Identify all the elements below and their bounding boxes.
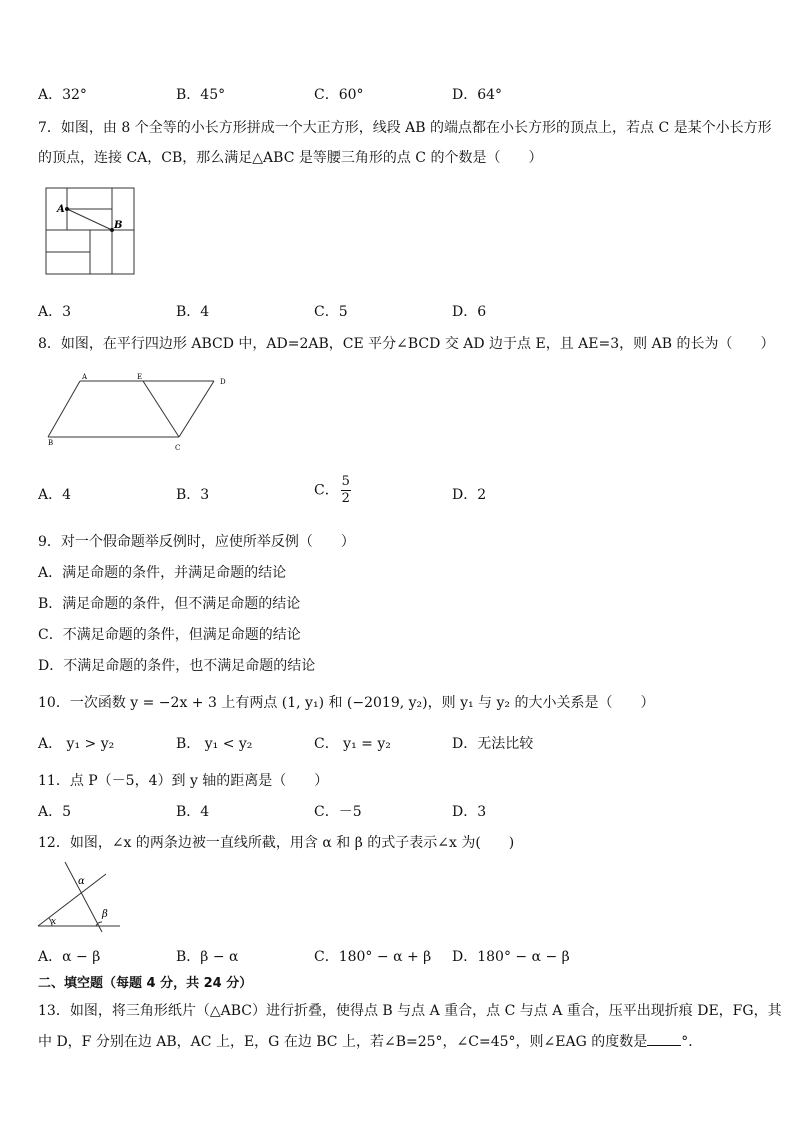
q12-stem: 12．如图，∠x 的两条边被一直线所截，用含 α 和 β 的式子表示∠x 为( ) <box>38 835 515 851</box>
q8-stem: 8．如图，在平行四边形 ABCD 中，AD=2AB，CE 平分∠BCD 交 AD 边于点 E，且 AE=3，则 AB 的长为（ ） <box>38 336 775 352</box>
q7-option-c: C．5 <box>314 304 348 320</box>
q9-option-a: A．满足命题的条件，并满足命题的结论 <box>38 565 287 581</box>
q6-option-d: D．64° <box>452 87 503 103</box>
q9-option-b: B．满足命题的条件，但不满足命题的结论 <box>38 596 301 612</box>
q8-label-d: D <box>220 378 226 386</box>
q7-option-b: B．4 <box>176 304 210 320</box>
q13-suffix: °． <box>681 1034 703 1050</box>
q6-option-a: A．32° <box>38 87 87 103</box>
q11-stem: 11．点 P（－5，4）到 y 轴的距离是（ ） <box>38 773 329 789</box>
q10-option-c: C． y₁ = y₂ <box>314 736 391 752</box>
q8-option-d: D．2 <box>452 487 487 503</box>
q13-stem-line1: 13．如图，将三角形纸片（△ABC）进行折叠，使得点 B 与点 A 重合，点 C 与点 A 重合，压平出现折痕 DE，FG，其 <box>38 1003 782 1019</box>
q10-stem: 10．一次函数 y = −2x + 3 上有两点 (1, y₁) 和 (−2019, y₂)，则 y₁ 与 y₂ 的大小关系是（ ） <box>38 695 655 711</box>
q9-stem: 9．对一个假命题举反例时，应使所举反例（ ） <box>38 534 355 550</box>
q9-option-d: D．不满足命题的条件，也不满足命题的结论 <box>38 658 316 674</box>
q8-option-a: A．4 <box>38 487 72 503</box>
q12-option-c: C．180° − α + β <box>314 949 432 965</box>
q13-text: 中 D，F 分别在边 AB，AC 上，E，G 在边 BC 上，若∠B=25°，∠C=45°，则∠EAG 的度数是 <box>38 1034 648 1050</box>
q8-label-e: E <box>137 373 143 381</box>
q7-option-a: A．3 <box>38 304 72 320</box>
q10-option-d: D．无法比较 <box>452 736 534 752</box>
q8-label-c: C <box>175 444 181 452</box>
q12-option-a: A．α − β <box>38 949 101 965</box>
q12-option-d: D．180° − α − β <box>452 949 570 965</box>
q7-option-d: D．6 <box>452 304 487 320</box>
q8-option-c-fraction <box>341 474 351 507</box>
q8-fraction-denominator: 2 <box>341 491 350 506</box>
q8-option-c <box>314 474 351 507</box>
q7-figure <box>44 184 136 276</box>
q7-stem-line2: 的顶点，连接 CA，CB，那么满足△ABC 是等腰三角形的点 C 的个数是（ ） <box>38 150 543 166</box>
q12-label-alpha: α <box>78 876 85 887</box>
answer-blank <box>647 1033 681 1046</box>
q13-stem-line2 <box>38 1031 702 1051</box>
q7-stem-line1: 7．如图，由 8 个全等的小长方形拼成一个大正方形，线段 AB 的端点都在小长方形的顶点上，若点 C 是某个小长方形 <box>38 120 772 136</box>
section-heading: 二、填空题（每题 4 分，共 24 分） <box>38 976 253 991</box>
q8-option-c-label: C． <box>314 482 339 499</box>
q10-option-b: B． y₁ < y₂ <box>176 736 253 752</box>
q8-fraction-numerator: 5 <box>341 474 350 489</box>
q8-option-b: B．3 <box>176 487 210 503</box>
q11-option-d: D．3 <box>452 804 487 820</box>
q8-figure <box>42 370 232 456</box>
q8-label-b: B <box>48 439 54 447</box>
q8-label-a: A <box>82 373 88 381</box>
q12-option-b: B．β − α <box>176 949 239 965</box>
q6-option-b: B．45° <box>176 87 226 103</box>
q11-option-b: B．4 <box>176 804 210 820</box>
q12-figure <box>34 860 126 934</box>
q11-option-a: A．5 <box>38 804 72 820</box>
q10-option-a: A． y₁ > y₂ <box>38 736 115 752</box>
q12-label-x: x <box>51 917 57 927</box>
q7-label-a: A <box>57 204 65 215</box>
q6-option-c: C．60° <box>314 87 364 103</box>
q9-option-c: C．不满足命题的条件，但满足命题的结论 <box>38 627 301 643</box>
q12-label-beta: β <box>102 909 108 920</box>
q7-label-b: B <box>114 220 123 231</box>
q11-option-c: C．－5 <box>314 804 362 820</box>
